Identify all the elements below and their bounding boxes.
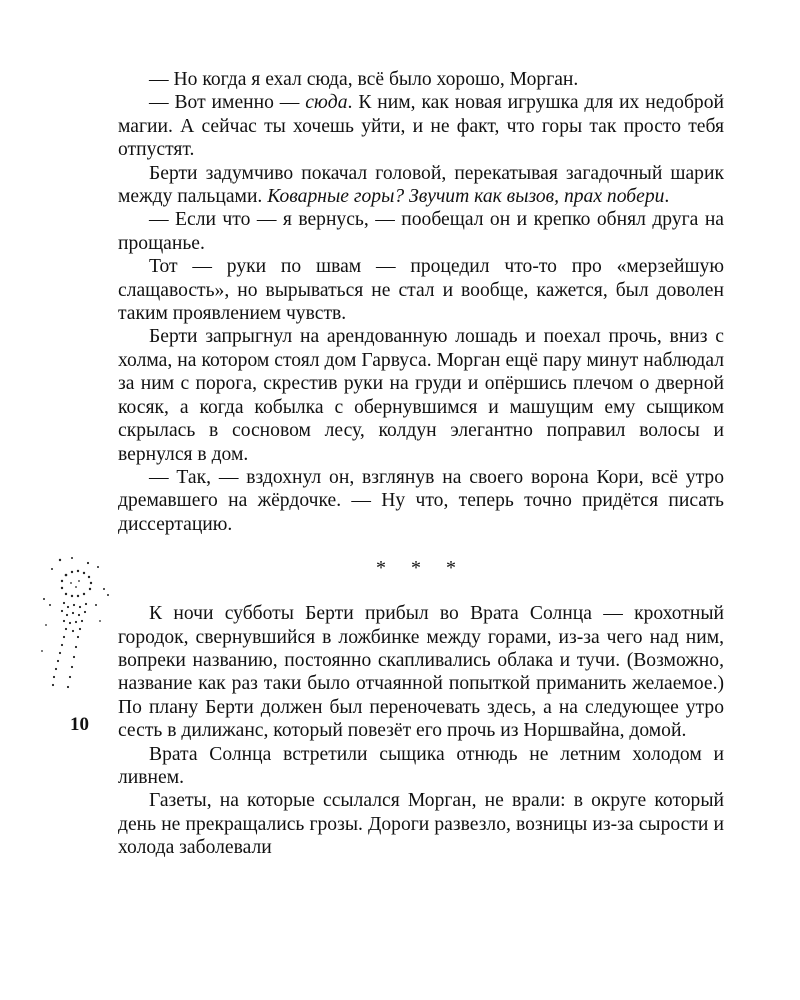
page-number: 10 xyxy=(70,714,89,735)
paragraph: — Если что — я вернусь, — пообещал он и крепко обнял друга на прощанье. xyxy=(118,209,724,254)
italic-text: сюда xyxy=(305,92,348,114)
paragraph: — Так, — вздохнул он, взглянув на своего ворона Кори, всё утро дремавшего на жёрдочке. — Ну что, теперь точно придётся писать диссертацию. xyxy=(118,466,724,535)
page-text xyxy=(118,68,724,860)
paragraph xyxy=(118,162,724,209)
dotted-hand-holding-sphere-icon xyxy=(38,555,118,695)
text-run: — Вот именно — xyxy=(149,92,306,114)
paragraph: К ночи субботы Берти прибыл во Врата Солнца — крохотный городок, свернувшийся в ложбинке между горами, из-за чего над ним, вопреки названию, постоянно скапливались облака и тучи. (Возможно, название как раз таки было отчаянной попыткой приманить желаемое.) По плану Берти должен был переночевать здесь, а на следующее утро сесть в дилижанс, который повезёт его прочь из Норшвайна, домой. xyxy=(118,603,724,742)
text-run: Берти задумчиво покачал головой, перекатывая загадочный шарик между пальцами. xyxy=(118,162,724,208)
section-separator: * * * xyxy=(376,557,466,580)
text-run: . xyxy=(664,186,670,208)
italic-text: Коварные горы? Звучит как вызов, прах побери xyxy=(267,186,665,208)
text-run: . К ним, как новая игрушка для их недоброй магии. А сейчас ты хочешь уйти, и не факт, что горы так просто тебя отпустят. xyxy=(118,92,724,161)
paragraph: — Но когда я ехал сюда, всё было хорошо, Морган. xyxy=(149,69,579,90)
paragraph: Врата Солнца встретили сыщика отнюдь не летним холодом и ливнем. xyxy=(118,743,724,788)
paragraph: Газеты, на которые ссылался Морган, не врали: в округе который день не прекращались грозы. Дороги развезло, возницы из-за сырости и холода заболевали xyxy=(118,790,724,859)
paragraph xyxy=(118,91,724,161)
paragraph: Берти запрыгнул на арендованную лошадь и поехал прочь, вниз с холма, на котором стоял дом Гарвуса. Морган ещё пару минут наблюдал за ним с порога, скрестив руки на груди и опёршись плечом о дверной косяк, а когда кобылка с обернувшимся и машущим ему сыщиком скрылась в сосновом лесу, колдун элегантно поправил волосы и вернулся в дом. xyxy=(118,326,724,465)
paragraph: Тот — руки по швам — процедил что-то про «мерзейшую слащавость», но вырываться не стал и вообще, кажется, был доволен таким проявлением чувств. xyxy=(118,256,724,325)
